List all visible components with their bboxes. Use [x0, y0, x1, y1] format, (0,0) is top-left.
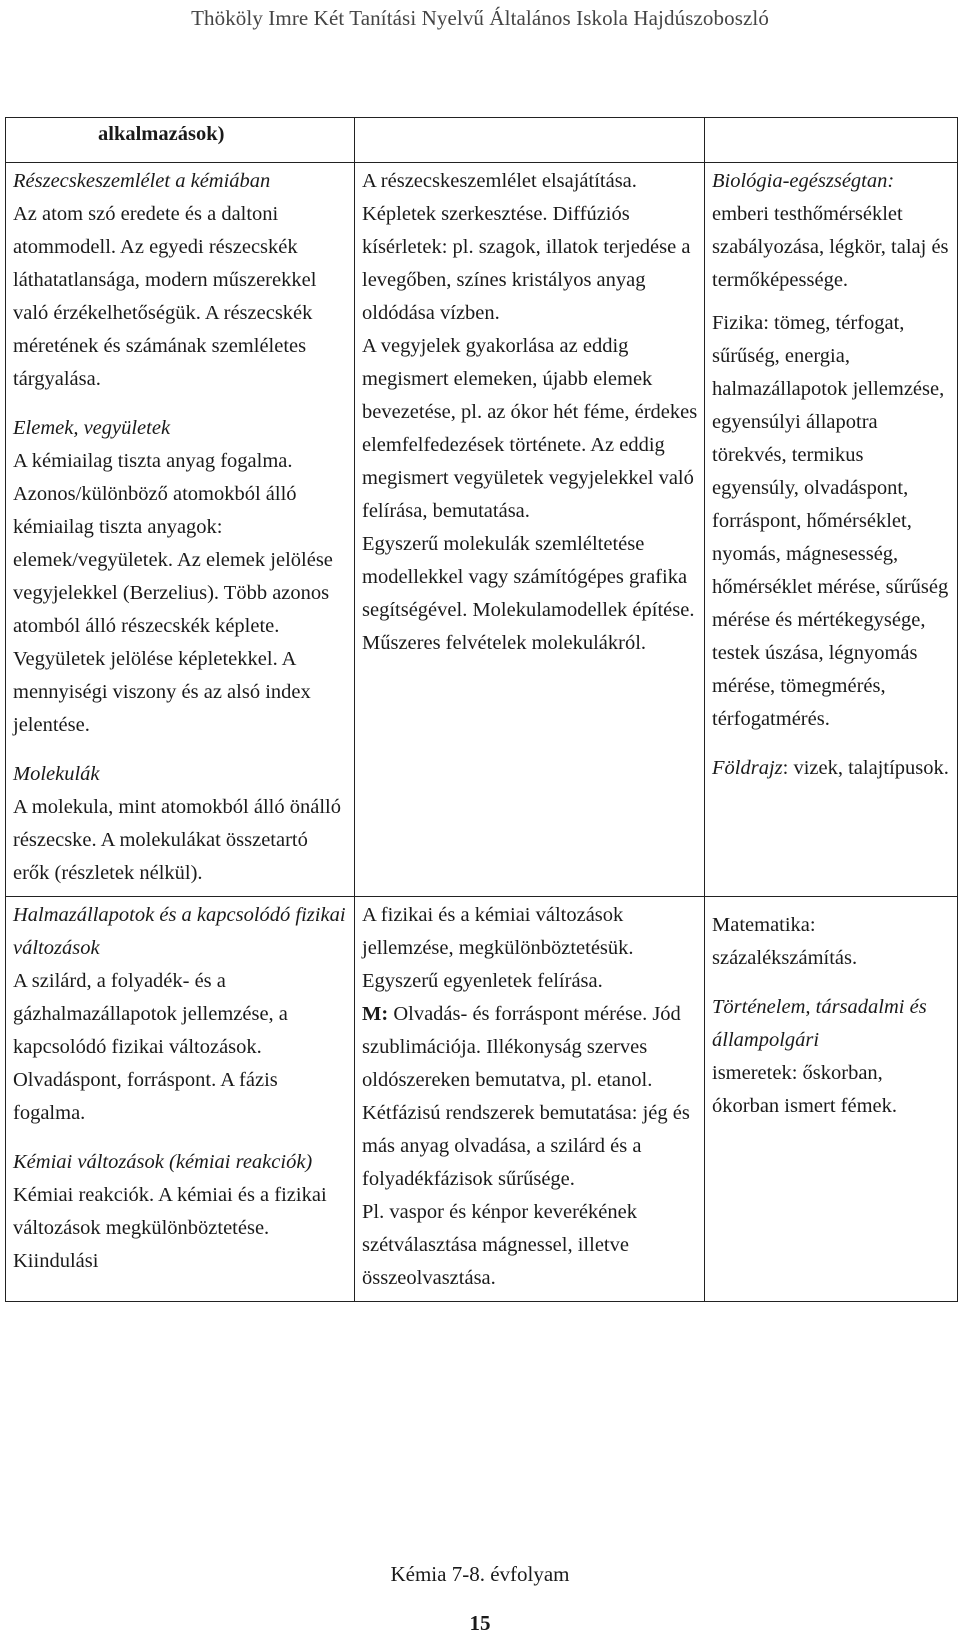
topic-heading: Molekulák [13, 763, 100, 785]
activity-text: Egyszerű molekulák szemléltetése modellekkel vagy számítógépes grafika segítségével. Molekulamodellek építése. Műszeres felvételek molekulákról. [362, 533, 695, 654]
table-row [6, 118, 958, 163]
page-header: Thököly Imre Két Tanítási Nyelvű Általános Iskola Hajdúszoboszló [191, 6, 769, 30]
subject-link-heading: Biológia-egészségtan: [712, 170, 895, 192]
activity-text: Olvadás- és forráspont mérése. Jód szublimációja. Illékonyság szerves oldószereken bemutatva, pl. etanol. Kétfázisú rendszerek bemutatása: jég és más anyag olvadása, a szilárd és a folyadékfázisok sűrűsége. [362, 1003, 690, 1190]
subject-link-text: Fizika: tömeg, térfogat, sűrűség, energia, halmazállapotok jellemzése, egyensúlyi állapotra törekvés, termikus egyensúly, olvadáspont, forráspont, hőmérséklet, nyomás, mágnesesség, hőmérséklet mérése, sűrűség mérése és mértékegysége, testek úszása, légnyomás mérése, tömegmérés, térfogatmérés. [712, 312, 949, 730]
page-footer: Kémia 7-8. évfolyam [390, 1562, 570, 1586]
table-cell [6, 897, 355, 1302]
content-text: A molekula, mint atomokból álló önálló részecske. A molekulákat összetartó erők (részletek nélkül). [13, 796, 341, 884]
subject-link-text: Matematika: százalékszámítás. [712, 914, 858, 969]
table-cell [705, 118, 958, 163]
activity-text: A fizikai és a kémiai változások jellemzése, megkülönböztetésük. Egyszerű egyenletek felírása. [362, 904, 634, 992]
subject-link-text: : vizek, talajtípusok. [782, 757, 949, 779]
table-cell [6, 163, 355, 897]
table-cell [355, 118, 705, 163]
content-text: Kémiai reakciók. A kémiai és a fizikai változások megkülönböztetése. Kiindulási [13, 1184, 327, 1272]
topic-heading: Elemek, vegyületek [13, 417, 171, 439]
table-cell [705, 897, 958, 1302]
subject-link-text: emberi testhőmérséklet szabályozása, légkör, talaj és termőképessége. [712, 203, 949, 291]
content-text: A kémiailag tiszta anyag fogalma. Azonos/különböző atomokból álló kémiailag tiszta anyagok: elemek/vegyületek. Az elemek jelölése vegyjelekkel (Berzelius). Több azonos atomból álló részecskék képlete. Vegyületek jelölése képletekkel. A mennyiségi viszony és az alsó index jelentése. [13, 450, 333, 736]
topic-heading: Részecskeszemlélet a kémiában [13, 170, 271, 192]
table-row [6, 163, 958, 897]
page-number: 15 [469, 1611, 491, 1635]
table-row [6, 897, 958, 1302]
table-cell [6, 118, 355, 163]
continued-heading: alkalmazások) [98, 123, 225, 145]
subject-link-heading: Történelem, társadalmi és állampolgári [712, 996, 927, 1051]
curriculum-table [5, 117, 958, 1302]
content-text: Az atom szó eredete és a daltoni atommodell. Az egyedi részecskék láthatatlansága, modern műszerekkel való érzékelhetőségük. A részecskék méretének és számának szemléletes tárgyalása. [13, 203, 317, 390]
table-cell [705, 163, 958, 897]
activity-text: Pl. vaspor és kénpor keverékének szétválasztása mágnessel, illetve összeolvasztása. [362, 1201, 637, 1289]
measurement-label: M: [362, 1003, 389, 1025]
subject-link-heading: Földrajz [712, 757, 783, 779]
activity-text: A részecskeszemlélet elsajátítása. Képletek szerkesztése. Diffúziós kísérletek: pl. szagok, illatok terjedése a levegőben, színes kristályos anyag oldódása vízben. [362, 170, 691, 324]
table-cell [355, 897, 705, 1302]
subject-link-text: ismeretek: őskorban, ókorban ismert fémek. [712, 1062, 898, 1117]
table-cell [355, 163, 705, 897]
topic-heading: Kémiai változások (kémiai reakciók) [13, 1151, 313, 1173]
topic-heading: Halmazállapotok és a kapcsolódó fizikai változások [13, 904, 346, 959]
content-text: A szilárd, a folyadék- és a gázhalmazállapotok jellemzése, a kapcsolódó fizikai változások. Olvadáspont, forráspont. A fázis fogalma. [13, 970, 288, 1124]
activity-text: A vegyjelek gyakorlása az eddig megismert elemeken, újabb elemek bevezetése, pl. az ókor hét féme, érdekes elemfelfedezések története. Az eddig megismert vegyületek vegyjelekkel való felírása, bemutatása. [362, 335, 698, 522]
